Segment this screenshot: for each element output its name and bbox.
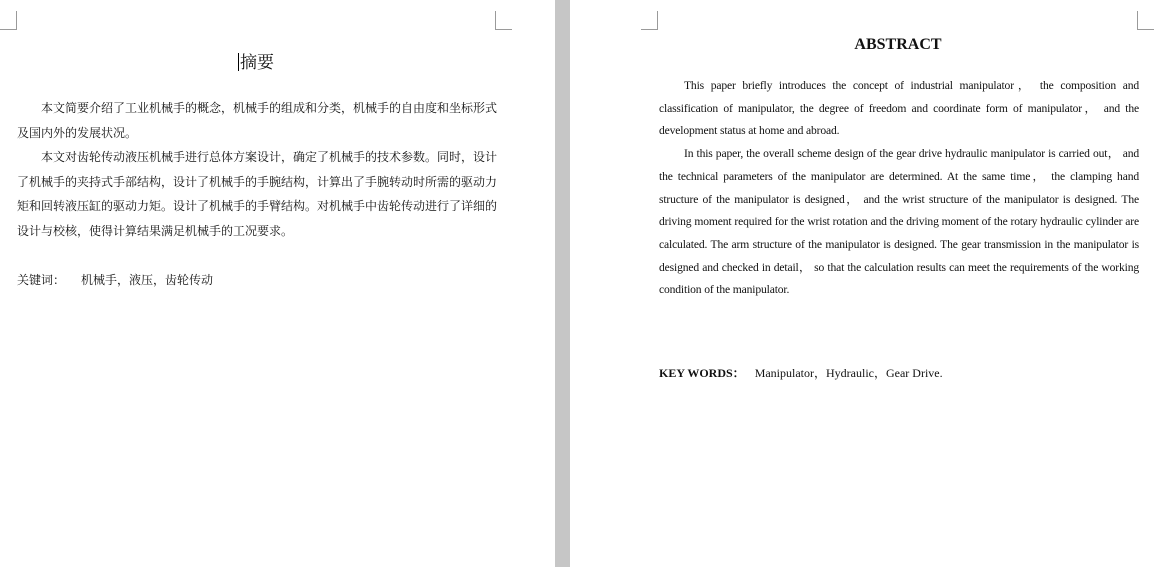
keywords-line-en <box>659 362 943 384</box>
abstract-paragraph: 本文对齿轮传动液压机械手进行总体方案设计，确定了机械手的技术参数。同时，设计了机械手的夹持式手部结构，设计了机械手的手腕结构，计算出了手腕转动时所需的驱动力矩和回转液压缸的驱动力矩。设计了机械手的手臂结构。对机械手中齿轮传动进行了详细的设计与校核，使得计算结果满足机械手的工况要求。 <box>17 150 498 238</box>
page-gutter <box>555 0 570 567</box>
keywords-value: 机械手，液压，齿轮传动 <box>81 273 214 287</box>
margin-corner-mark <box>495 11 512 30</box>
abstract-body <box>17 96 497 244</box>
keywords-label: 关键词： <box>17 273 66 287</box>
abstract-title: ABSTRACT <box>854 36 942 53</box>
page-left[interactable] <box>0 0 555 567</box>
margin-corner-mark <box>1137 11 1154 30</box>
keywords-line <box>17 268 213 292</box>
page-title <box>0 51 512 75</box>
keywords-label-en: KEY WORDS： <box>659 366 745 380</box>
keywords-value-en: Manipulator，Hydraulic，Gear Drive. <box>754 366 943 380</box>
page-title-text: 摘要 <box>240 53 274 73</box>
text-cursor <box>238 53 239 71</box>
margin-corner-mark <box>641 11 658 30</box>
abstract-paragraph-en: This paper briefly introduces the concept of industrial manipulator， the composition and classification of manipulator, the degree of freedom and coordinate form of manipulator， and the development status at home and abroad. <box>659 79 1139 138</box>
page-right[interactable] <box>570 0 1172 567</box>
abstract-paragraph-en: In this paper, the overall scheme design of the gear drive hydraulic manipulator is carried out， and the technical parameters of the manipulator are determined. At the same time， the clamping hand structure of the manipulator is designed， and the wrist structure of the manipulator is designed. The driving moment required for the wrist rotation and the driving moment of the rotary hydraulic cylinder are calculated. The arm structure of the manipulator is designed. The gear transmission in the manipulator is designed and checked in detail， so that the calculation results can meet the requirements of the working condition of the manipulator. <box>659 147 1139 297</box>
margin-corner-mark <box>0 11 17 30</box>
abstract-paragraph: 本文简要介绍了工业机械手的概念，机械手的组成和分类，机械手的自由度和坐标形式及国内外的发展状况。 <box>17 101 498 140</box>
abstract-body-en <box>659 75 1139 302</box>
